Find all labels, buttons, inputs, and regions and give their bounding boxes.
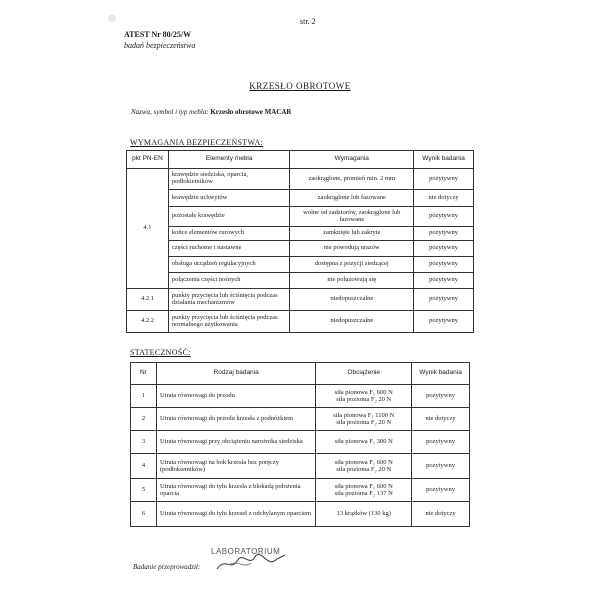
- cell-result: pozytywny: [414, 207, 474, 227]
- cell-element: punkty przycięcia lub ściśnięcia podczas działania mechanizmów: [168, 289, 290, 311]
- cell-test: Utrata równowagi na bok krzesła bez poręczy (podłokietników): [156, 454, 315, 479]
- column-header: Elementy mebla: [168, 151, 290, 169]
- column-header: Wynik badania: [414, 151, 474, 169]
- cell-result: pozytywny: [414, 289, 474, 311]
- cell-result: nie dotyczy: [412, 502, 470, 527]
- load-line-1: siła pionowa F₁ 300 N: [334, 438, 393, 446]
- cell-requirement: dostępna z pozycji siedzącej: [290, 257, 414, 273]
- table-row: [131, 454, 470, 479]
- table-row: [131, 502, 470, 527]
- cell-nr: 1: [131, 385, 157, 408]
- cell-result: pozytywny: [414, 273, 474, 289]
- table-row: [127, 169, 474, 190]
- table-row: [127, 311, 474, 333]
- stability-table: [130, 362, 470, 527]
- product-name: Krzesło obrotowe MACAR: [210, 108, 292, 116]
- load-line-2: siła pozioma F₂ 20 N: [336, 396, 392, 403]
- table-row: [131, 385, 470, 408]
- cell-element: pozostałe krawędzie: [168, 207, 290, 227]
- cell-requirement: niedopuszczalne: [290, 289, 414, 311]
- cell-load: [316, 479, 412, 502]
- table-row: [127, 257, 474, 273]
- table-row: [127, 227, 474, 241]
- cell-result: pozytywny: [414, 311, 474, 333]
- load-line-1: siła pionowa F₁ 600 N: [334, 388, 393, 396]
- load-line-2: siła pozioma F₂ 20 N: [336, 419, 392, 426]
- signature-stamp: [207, 543, 292, 573]
- cell-load: [316, 385, 412, 408]
- section-heading-requirements: WYMAGANIA BEZPIECZEŃSTWA:: [130, 138, 264, 147]
- table-row: [127, 190, 474, 207]
- column-header: Nr: [131, 363, 157, 385]
- section-number: 4.1: [127, 169, 169, 289]
- cell-test: Utrata równowagi do tyłu krzesła z blokadą położenia oparcia: [156, 479, 315, 502]
- table-row: [127, 289, 474, 311]
- table-row: [127, 241, 474, 257]
- cell-element: krawędzie siedziska, oparcia, podłokietników: [168, 169, 290, 190]
- cell-element: części ruchome i nastawne: [168, 241, 290, 257]
- cell-requirement: nie powodują urazów: [290, 241, 414, 257]
- requirements-table: [126, 150, 474, 333]
- table-header-row: [131, 363, 470, 385]
- column-header: Wynik badania: [412, 363, 470, 385]
- cell-nr: 3: [131, 431, 157, 454]
- cell-result: pozytywny: [414, 227, 474, 241]
- column-header: Wymagania: [290, 151, 414, 169]
- cell-nr: 2: [131, 408, 157, 431]
- cell-requirement: wolne od zadziorów, zaokrąglone lub fazowane: [290, 207, 414, 227]
- cell-requirement: nie poluzowują się: [290, 273, 414, 289]
- cell-element: krawędzie uchwytów: [168, 190, 290, 207]
- cell-element: końce elementów rurowych: [168, 227, 290, 241]
- document-id: ATEST Nr 80/25/W: [124, 30, 192, 39]
- section-heading-stability: STATECZNOŚĆ:: [130, 348, 191, 357]
- cell-result: pozytywny: [412, 479, 470, 502]
- load-line-1: siła pionowa F₁ 600 N: [334, 482, 393, 490]
- cell-result: pozytywny: [412, 454, 470, 479]
- cell-test: Utrata równowagi do przodu: [156, 385, 315, 408]
- page-title: KRZESŁO OBROTOWE: [249, 81, 351, 91]
- table-row: [131, 479, 470, 502]
- cell-element: punkty przycięcia lub ściśnięcia podczas normalnego użytkowania: [168, 311, 290, 333]
- cell-load: [316, 502, 412, 527]
- column-header: Rodzaj badania: [156, 363, 315, 385]
- column-header: Obciążenie: [316, 363, 412, 385]
- section-number: 4.2.2: [127, 311, 169, 333]
- table-header-row: [127, 151, 474, 169]
- table-row: [131, 408, 470, 431]
- cell-result: pozytywny: [414, 241, 474, 257]
- cell-load: [316, 431, 412, 454]
- cell-test: Utrata równowagi przy obciążeniu narożnika siedziska: [156, 431, 315, 454]
- signature-scribble: [217, 554, 285, 569]
- signature-label: Badanie przeprowadził:: [133, 563, 201, 571]
- table-row: [127, 207, 474, 227]
- cell-result: pozytywny: [412, 431, 470, 454]
- document-subtitle: badań bezpieczeństwa: [124, 41, 196, 50]
- cell-result: nie dotyczy: [414, 190, 474, 207]
- load-line-1: siła pionowa F₁ 600 N: [334, 458, 393, 466]
- table-row: [131, 431, 470, 454]
- section-number: 4.2.1: [127, 289, 169, 311]
- cell-element: połączenia części nośnych: [168, 273, 290, 289]
- product-label: Nazwa, symbol i typ mebla:: [131, 108, 209, 116]
- cell-result: nie dotyczy: [412, 408, 470, 431]
- load-line-2: siła pozioma F₂ 20 N: [336, 466, 392, 473]
- cell-requirement: zaokrąglone, promień min. 2 mm: [290, 169, 414, 190]
- load-line-2: siła pozioma F₂ 137 N: [334, 490, 393, 497]
- cell-nr: 6: [131, 502, 157, 527]
- table-row: [127, 273, 474, 289]
- load-line-1: 13 krążków (130 kg): [336, 510, 391, 518]
- cell-result: pozytywny: [412, 385, 470, 408]
- cell-nr: 4: [131, 454, 157, 479]
- cell-requirement: zaokrąglone lub fazowane: [290, 190, 414, 207]
- cell-load: [316, 408, 412, 431]
- product-line: [131, 108, 291, 116]
- cell-nr: 5: [131, 479, 157, 502]
- column-header: pkt PN-EN: [127, 151, 169, 169]
- cell-result: pozytywny: [414, 257, 474, 273]
- cell-requirement: niedopuszczalne: [290, 311, 414, 333]
- stamp-text: LABORATORIUM: [211, 547, 281, 556]
- load-line-1: siła pionowa F₁ 1100 N: [333, 411, 395, 419]
- page-number: str. 2: [300, 17, 316, 26]
- cell-test: Utrata równowagi do przodu krzesła z podnóżkiem: [156, 408, 315, 431]
- cell-result: pozytywny: [414, 169, 474, 190]
- cell-load: [316, 454, 412, 479]
- cell-test: Utrata równowagi do tyłu krzeseł z odchylanym oparciem: [156, 502, 315, 527]
- cell-requirement: zamknięte lub zakryte: [290, 227, 414, 241]
- punch-hole: [108, 14, 116, 22]
- cell-element: obsługa urządzeń regulacyjnych: [168, 257, 290, 273]
